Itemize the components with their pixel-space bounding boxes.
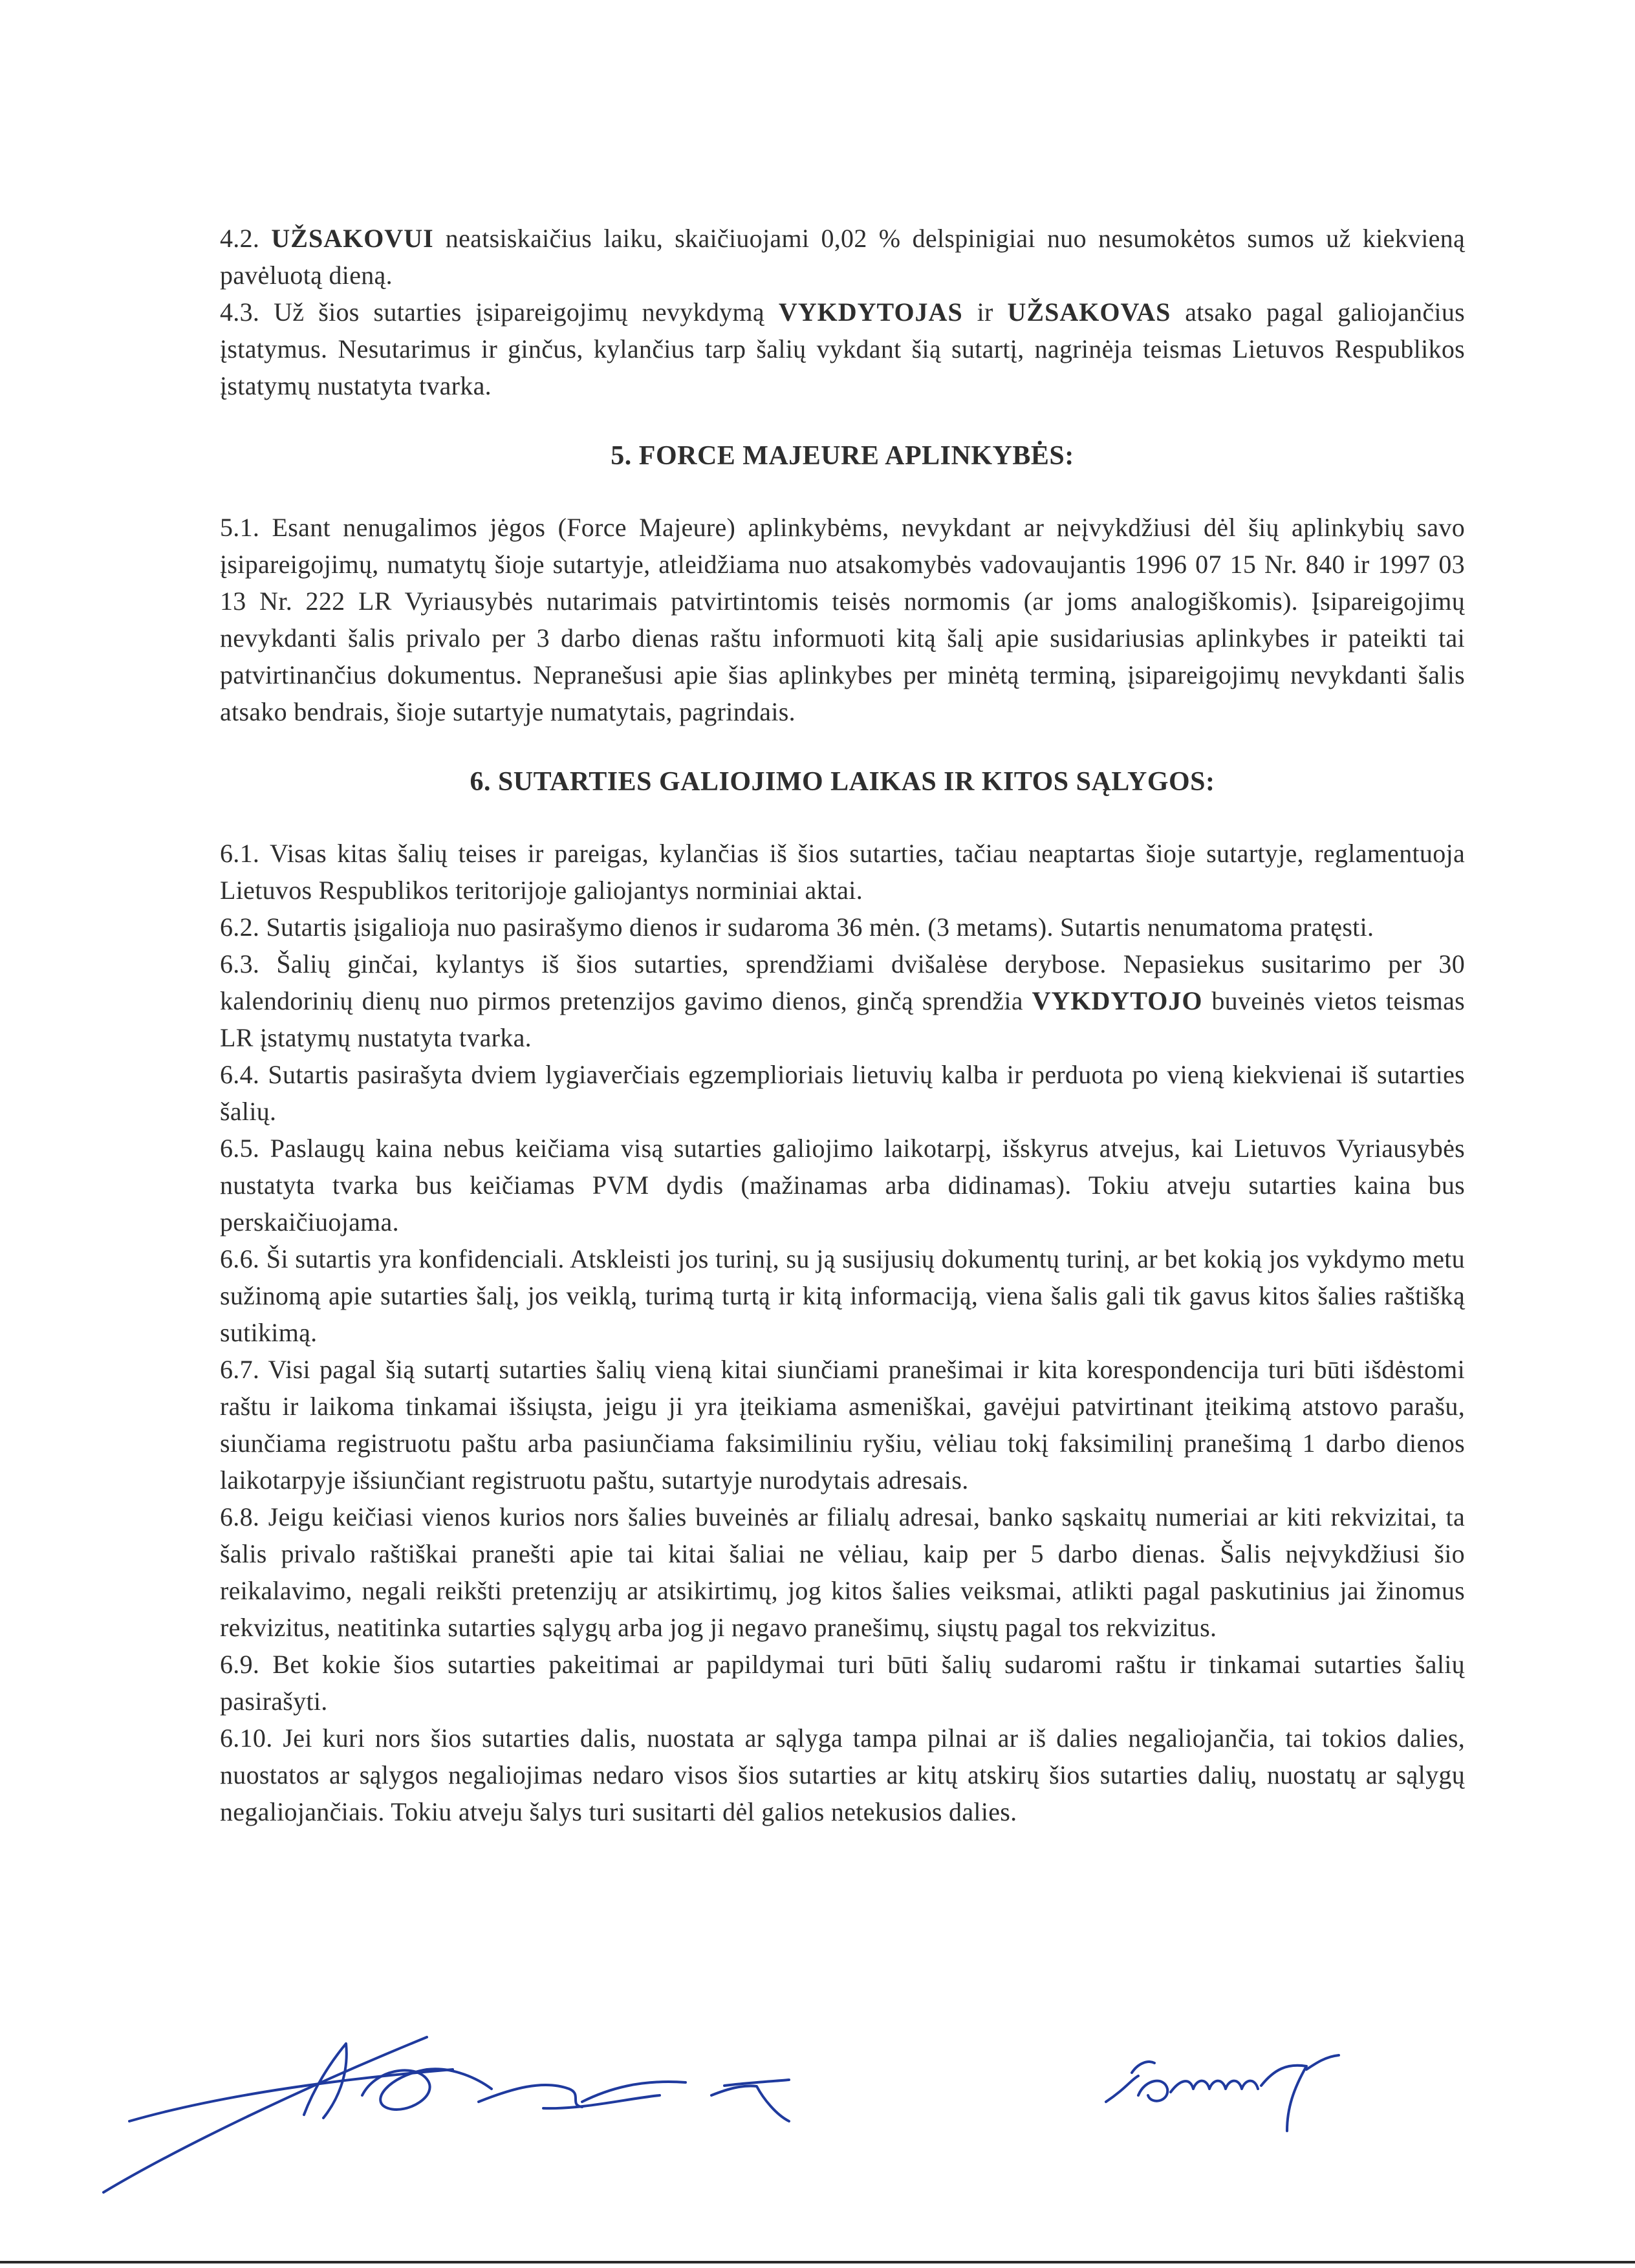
party-name: VYKDYTOJAS <box>778 297 963 327</box>
clause-6-4: 6.4. Sutartis pasirašyta dviem lygiaverčiais egzemplioriais lietuvių kalba ir perduota po vieną kiekvienai iš sutarties šalių. <box>220 1060 1465 1126</box>
clause-6-6: 6.6. Ši sutartis yra konfidenciali. Atskleisti jos turinį, su ją susijusių dokumentų turinį, ar bet kokią jos vykdymo metu sužinomą apie sutarties šalį, jos veiklą, turimą turtą ir kitą informaciją, viena šalis gali tik gavus kitos šalies raštišką sutikimą. <box>220 1244 1465 1347</box>
clause-6-2: 6.2. Sutartis įsigalioja nuo pasirašymo dienos ir sudaroma 36 mėn. (3 metams). Sutartis nenumatoma pratęsti. <box>220 913 1374 942</box>
clause-6-5: 6.5. Paslaugų kaina nebus keičiama visą sutarties galiojimo laikotarpį, išskyrus atvejus, kai Lietuvos Vyriausybės nustatyta tvarka bus keičiamas PVM dydis (mažinamas arba didinamas). Tokiu atveju sutarties kaina bus perskaičiuojama. <box>220 1134 1465 1237</box>
clause-6-9: 6.9. Bet kokie šios sutarties pakeitimai ar papildymai turi būti šalių sudaromi raštu ir tinkamai sutarties šalių pasirašyti. <box>220 1650 1465 1716</box>
clause-4-2: 4.2. UŽSAKOVUI neatsiskaičius laiku, skaičiuojami 0,02 % delspinigiai nuo nesumokėtos sumos už kiekvieną pavėluotą dieną. <box>220 224 1466 290</box>
party-name: VYKDYTOJO <box>1032 986 1203 1015</box>
clause-6-7: 6.7. Visi pagal šią sutartį sutarties šalių vieną kitai siunčiami pranešimai ir kita korespondencija turi būti išdėstomi raštu ir laikoma tinkamai išsiųsta, jeigu ji yra įteikiama asmeniškai, gavėjui patvirtinant įteikimą atstovo parašu, siunčiama registruotu paštu arba pasiunčiama faksimiliniu ryšiu, vėliau tokį faksimilinį pranešimą 1 darbo dienos laikotarpyje išsiunčiant registruotu paštu, sutartyje nurodytais adresais. <box>220 1355 1465 1495</box>
signature-left <box>91 2018 867 2212</box>
clause-4-3: 4.3. Už šios sutarties įsipareigojimų nevykdymą VYKDYTOJAS ir UŽSAKOVAS atsako pagal galiojančius įstatymus. Nesutarimus ir ginčus, kylančius tarp šalių vykdant šią sutartį, nagrinėja teismas Lietuvos Respublikos įstatymų nustatyta tvarka. <box>220 297 1465 400</box>
clause-6-8: 6.8. Jeigu keičiasi vienos kurios nors šalies buveinės ar filialų adresai, banko sąskaitų numeriai ar kiti rekvizitai, ta šalis privalo raštiškai pranešti apie tai kitai šaliai ne vėliau, kaip per 5 darbo dienas. Šalis neįvykdžiusi šio reikalavimo, negali reikšti pretenzijų ar atsikirtimų, jog kitos šalies veiksmai, atlikti pagal paskutinius jai žinomus rekvizitus, neatitinka sutarties sąlygų arba jog ji negavo pranešimų, siųstų pagal tos rekvizitus. <box>220 1502 1465 1642</box>
signature-right-icon <box>1093 2024 1397 2141</box>
document-page <box>220 220 1465 1830</box>
party-name: UŽSAKOVAS <box>1007 297 1171 327</box>
clause-5-1: 5.1. Esant nenugalimos jėgos (Force Majeure) aplinkybėms, nevykdant ar neįvykdžiusi dėl šių aplinkybių savo įsipareigojimų, numatytų šioje sutartyje, atleidžiama nuo atsakomybės vadovaujantis 1996 07 15 Nr. 840 ir 1997 03 13 Nr. 222 LR Vyriausybės nutarimais patvirtintomis teisės normomis (ar joms analogiškomis). Įsipareigojimų nevykdanti šalis privalo per 3 darbo dienas raštu informuoti kitą šalį apie susidariusias aplinkybes ir pateikti tai patvirtinančius dokumentus. Nepranešusi apie šias aplinkybes per minėtą terminą, įsipareigojimų nevykdanti šalis atsako bendrais, šioje sutartyje numatytais, pagrindais. <box>220 513 1465 726</box>
section-5-heading: 5. FORCE MAJEURE APLINKYBĖS: <box>611 441 1074 471</box>
party-name: UŽSAKOVUI <box>271 224 434 253</box>
clause-6-1: 6.1. Visas kitas šalių teises ir pareigas, kylančias iš šios sutarties, tačiau neaptartas šioje sutartyje, reglamentuoja Lietuvos Respublikos teritorijoje galiojantys norminiai aktai. <box>220 839 1465 905</box>
section-6-heading: 6. SUTARTIES GALIOJIMO LAIKAS IR KITOS SĄLYGOS: <box>470 767 1215 797</box>
bottom-scan-edge <box>0 2261 1635 2263</box>
clause-6-3: 6.3. Šalių ginčai, kylantys iš šios sutarties, sprendžiami dvišalėse derybose. Nepasiekus susitarimo per 30 kalendorinių dienų nuo pirmos pretenzijos gavimo dienos, ginčą sprendžia VYKDYTOJO buveinės vietos teismas LR įstatymų nustatyta tvarka. <box>220 949 1465 1052</box>
clause-6-10: 6.10. Jei kuri nors šios sutarties dalis, nuostata ar sąlyga tampa pilnai ar iš dalies negaliojančia, tai tokios dalies, nuostatos ar sąlygos negaliojimas nedaro visos šios sutarties ar kitų atskirų šios sutarties dalių, nuostatų ar sąlygų negaliojančiais. Tokiu atveju šalys turi susitarti dėl galios netekusios dalies. <box>220 1723 1465 1826</box>
signature-left-icon <box>91 2018 867 2212</box>
signature-right <box>1093 2024 1397 2141</box>
